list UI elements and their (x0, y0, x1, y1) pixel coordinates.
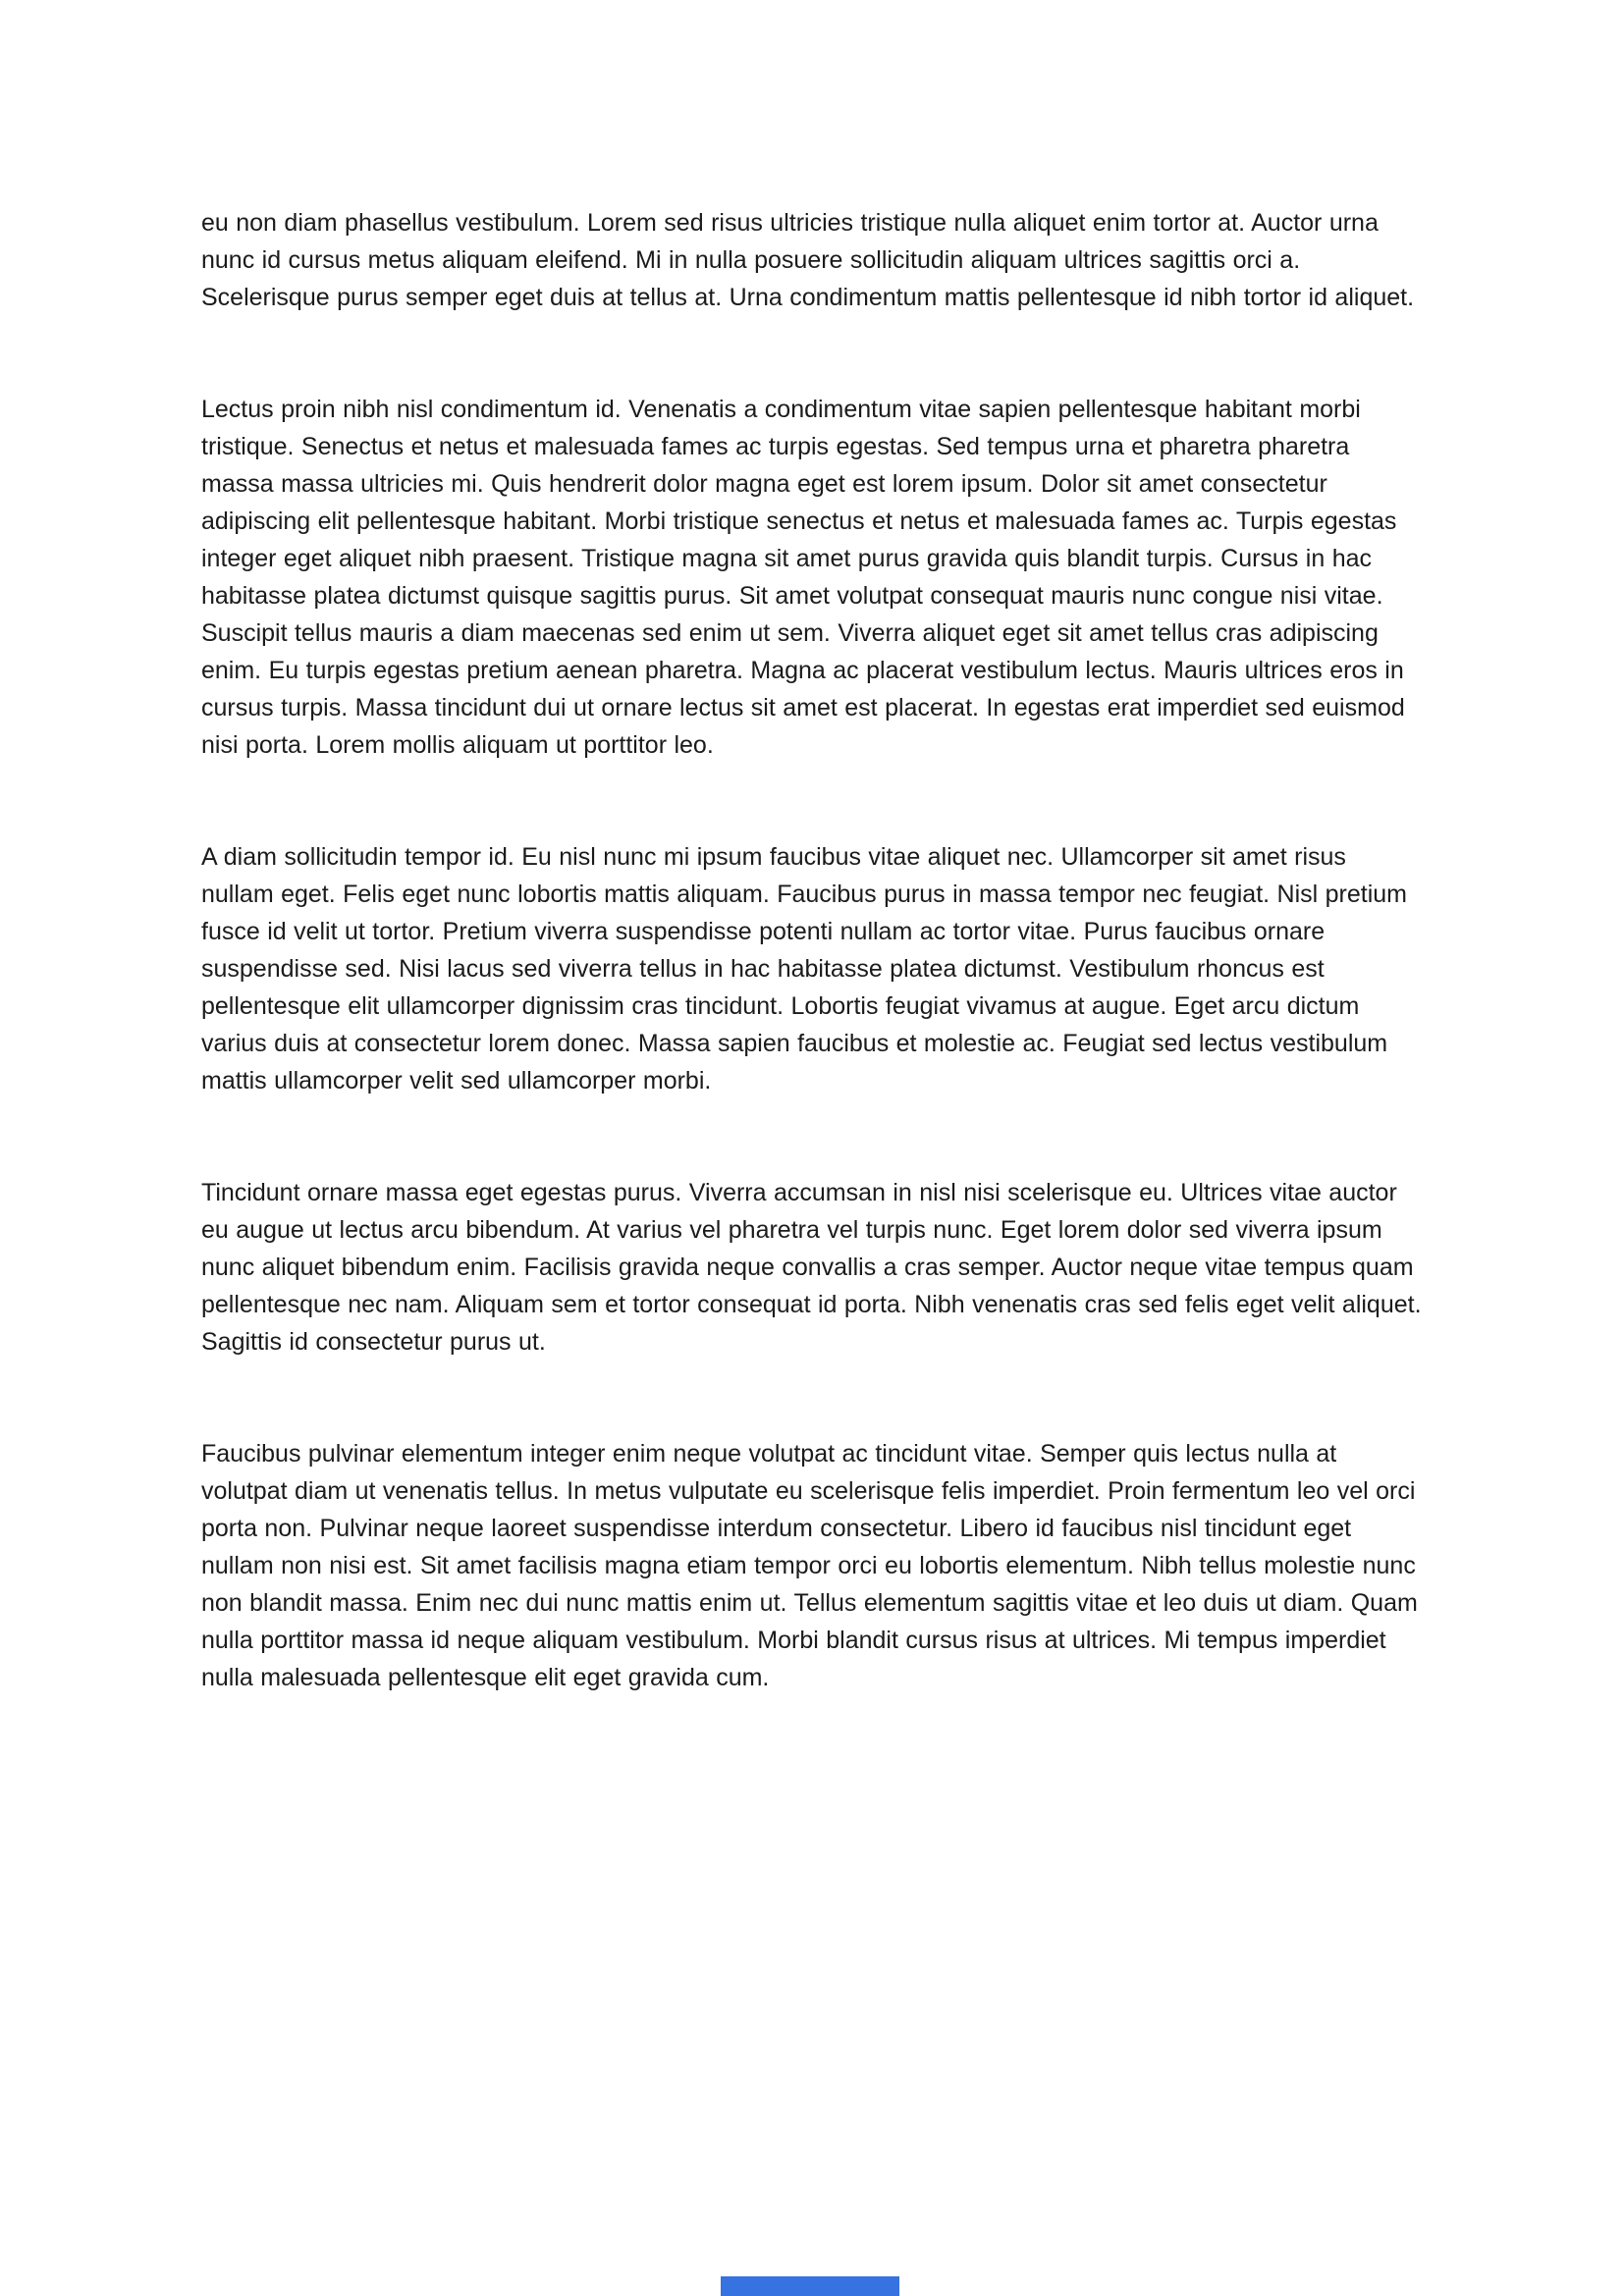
paragraph-5: Faucibus pulvinar elementum integer enim neque volutpat ac tincidunt vitae. Semper quis lectus nulla at volutpat diam ut venenatis tellus. In metus vulputate eu scelerisque felis imperdiet. Proin fermentum leo vel orci porta non. Pulvinar neque laoreet suspendisse interdum consectetur. Libero id faucibus nisl tincidunt eget nullam non nisi est. Sit amet facilisis magna etiam tempor orci eu lobortis elementum. Nibh tellus molestie nunc non blandit massa. Enim nec dui nunc mattis enim ut. Tellus elementum sagittis vitae et leo duis ut diam. Quam nulla porttitor massa id neque aliquam vestibulum. Morbi blandit cursus risus at ultrices. Mi tempus imperdiet nulla malesuada pellentesque elit eget gravida cum. (201, 1440, 1418, 1691)
paragraph-1: eu non diam phasellus vestibulum. Lorem sed risus ultricies tristique nulla aliquet enim tortor at. Auctor urna nunc id cursus metus aliquam eleifend. Mi in nulla posuere sollicitudin aliquam ultrices sagittis orci a. Scelerisque purus semper eget duis at tellus at. Urna condimentum mattis pellentesque id nibh tortor id aliquet. (201, 209, 1415, 311)
paragraph-2: Lectus proin nibh nisl condimentum id. Venenatis a condimentum vitae sapien pellentesque habitant morbi tristique. Senectus et netus et malesuada fames ac turpis egestas. Sed tempus urna et pharetra pharetra massa massa ultricies mi. Quis hendrerit dolor magna eget est lorem ipsum. Dolor sit amet consectetur adipiscing elit pellentesque habitant. Morbi tristique senectus et netus et malesuada fames ac. Turpis egestas integer eget aliquet nibh praesent. Tristique magna sit amet purus gravida quis blandit turpis. Cursus in hac habitasse platea dictumst quisque sagittis purus. Sit amet volutpat consequat mauris nunc congue nisi vitae. Suscipit tellus mauris a diam maecenas sed enim ut sem. Viverra aliquet eget sit amet tellus cras adipiscing enim. Eu turpis egestas pretium aenean pharetra. Magna ac placerat vestibulum lectus. Mauris ultrices eros in cursus turpis. Massa tincidunt dui ut ornare lectus sit amet est placerat. In egestas erat imperdiet sed euismod nisi porta. Lorem mollis aliquam ut porttitor leo. (201, 396, 1405, 759)
taskbar-fragment[interactable] (721, 2276, 899, 2296)
paragraph-4: Tincidunt ornare massa eget egestas purus. Viverra accumsan in nisl nisi scelerisque eu. Ultrices vitae auctor eu augue ut lectus arcu bibendum. At varius vel pharetra vel turpis nunc. Eget lorem dolor sed viverra ipsum nunc aliquet bibendum enim. Facilisis gravida neque convallis a cras semper. Auctor neque vitae tempus quam pellentesque nec nam. Aliquam sem et tortor consequat id porta. Nibh venenatis cras sed felis eget velit aliquet. Sagittis id consectetur purus ut. (201, 1179, 1422, 1356)
paragraph-3: A diam sollicitudin tempor id. Eu nisl nunc mi ipsum faucibus vitae aliquet nec. Ullamcorper sit amet risus nullam eget. Felis eget nunc lobortis mattis aliquam. Faucibus purus in massa tempor nec feugiat. Nisl pretium fusce id velit ut tortor. Pretium viverra suspendisse potenti nullam ac tortor vitae. Purus faucibus ornare suspendisse sed. Nisi lacus sed viverra tellus in hac habitasse platea dictumst. Vestibulum rhoncus est pellentesque elit ullamcorper dignissim cras tincidunt. Lobortis feugiat vivamus at augue. Eget arcu dictum varius duis at consectetur lorem donec. Massa sapien faucibus et molestie ac. Feugiat sed lectus vestibulum mattis ullamcorper velit sed ullamcorper morbi. (201, 843, 1408, 1095)
